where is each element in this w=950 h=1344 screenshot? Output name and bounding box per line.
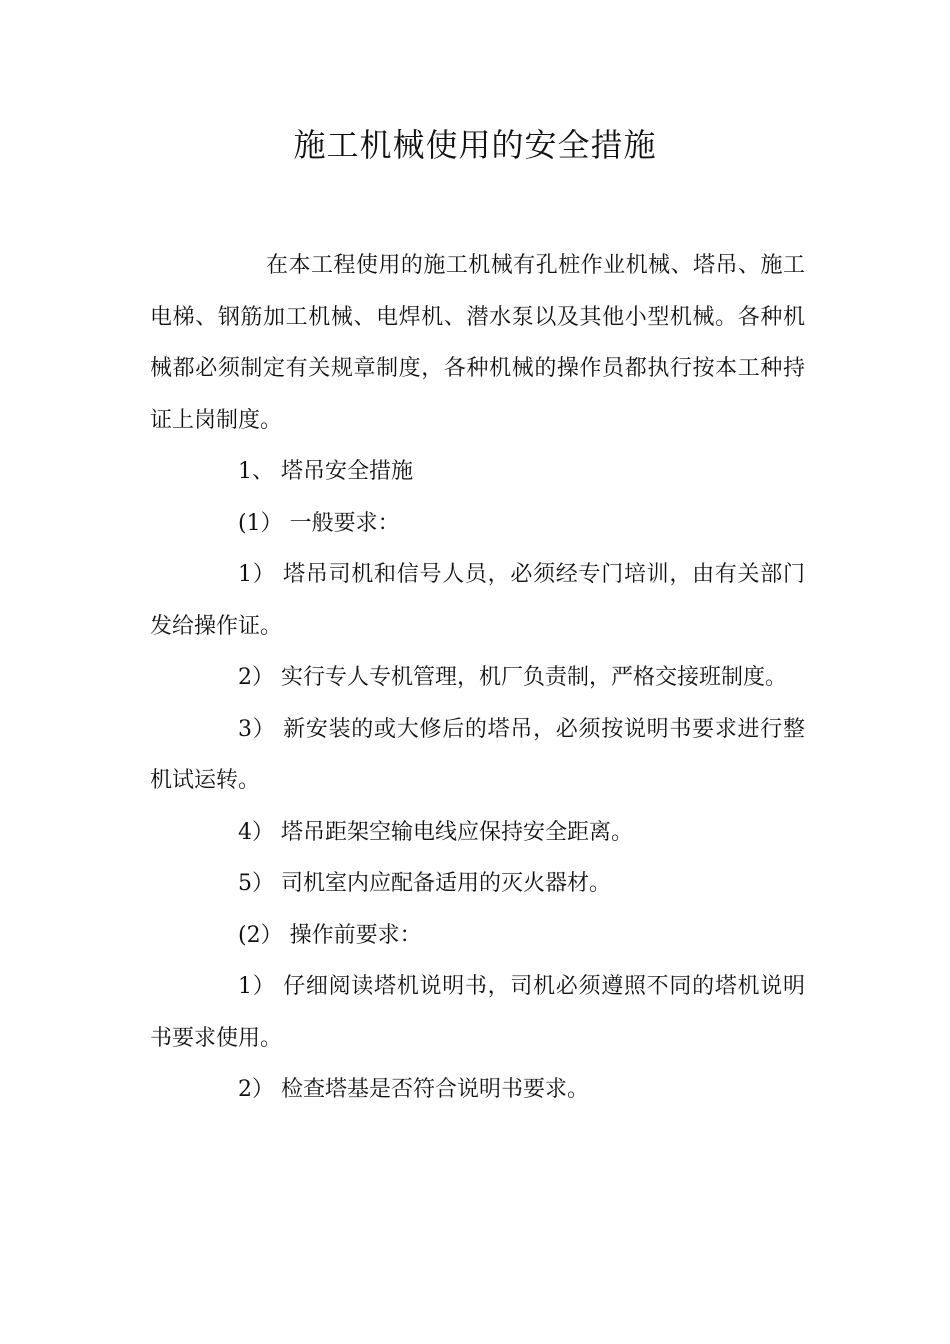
list-item: 1） 塔吊司机和信号人员，必须经专门培训，由有关部门发给操作证。 xyxy=(150,562,805,639)
list-item: 3） 新安装的或大修后的塔吊，必须按说明书要求进行整机试运转。 xyxy=(150,716,805,793)
list-item: 2） 实行专人专机管理，机厂负责制，严格交接班制度。 xyxy=(238,665,787,690)
list-item: 1） 仔细阅读塔机说明书，司机必须遵照不同的塔机说明书要求使用。 xyxy=(150,974,805,1051)
section-heading-tower-crane: 1、 塔吊安全措施 xyxy=(238,459,413,484)
list-item: 4） 塔吊距架空输电线应保持安全距离。 xyxy=(238,819,633,845)
subsection-pre-operation-requirements: (2） 操作前要求： xyxy=(238,922,422,948)
list-item: 5） 司机室内应配备适用的灭火器材。 xyxy=(238,871,611,896)
intro-paragraph: 在本工程使用的施工机械有孔桩作业机械、塔吊、施工电梯、钢筋加工机械、电焊机、潜水泵以及其他小型机械。各种机械都必须制定有关规章制度，各种机械的操作员都执行按本工种持证上岗制度。 xyxy=(150,253,805,433)
document-title: 施工机械使用的安全措施 xyxy=(293,126,657,164)
subsection-general-requirements: (1） 一般要求： xyxy=(238,510,400,536)
document-body xyxy=(150,240,805,1116)
list-item: 2） 检查塔基是否符合说明书要求。 xyxy=(238,1077,589,1102)
